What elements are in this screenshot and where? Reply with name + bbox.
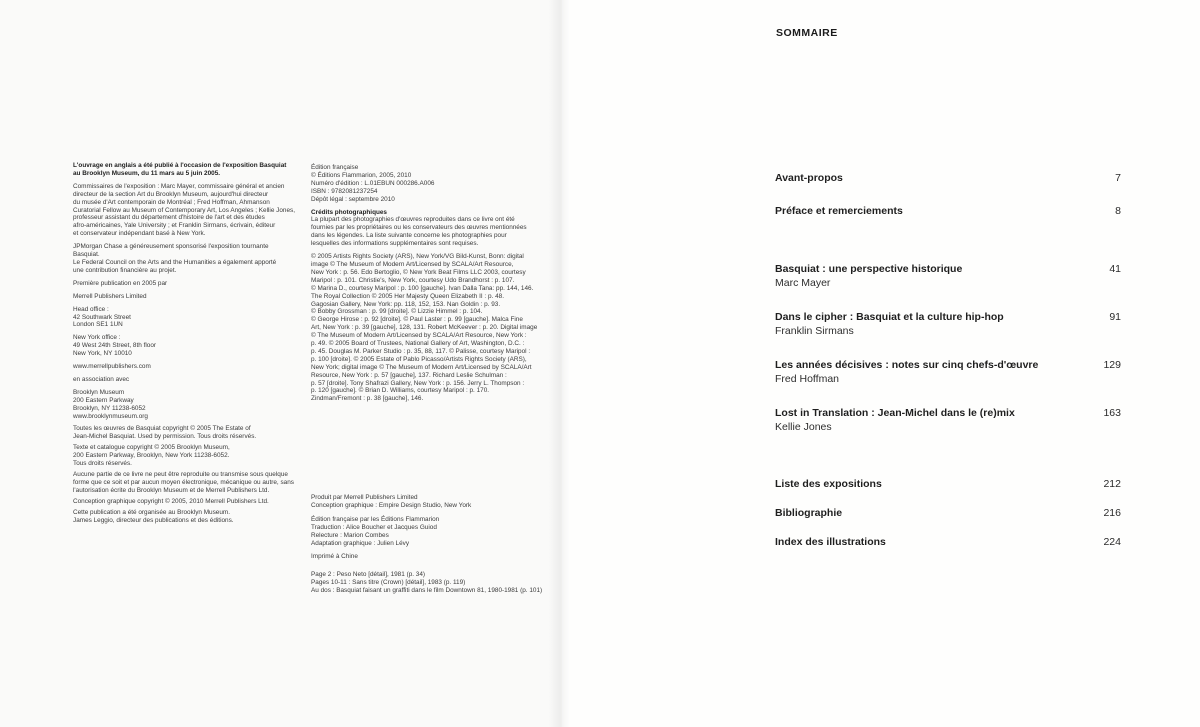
captions-block bbox=[311, 571, 549, 595]
toc-entry-author: Kellie Jones bbox=[775, 421, 832, 433]
curators-line: professeur assistant du département d'histoire de l'art et des études bbox=[73, 214, 265, 222]
toc-entry-title: Préface et remerciements bbox=[775, 205, 903, 217]
produced-block bbox=[311, 494, 549, 510]
french-edition-line: Traduction : Alice Boucher et Jacques Guiod bbox=[311, 523, 437, 531]
rights-line: Tous droits réservés. bbox=[73, 460, 132, 468]
sponsor-block bbox=[73, 243, 295, 275]
rights-line: 200 Eastern Parkway, Brooklyn, New York 11238-6052. bbox=[73, 452, 230, 460]
toc-entry[interactable] bbox=[775, 536, 1121, 549]
rights-line: Texte et catalogue copyright © 2005 Brooklyn Museum, bbox=[73, 444, 230, 452]
publisher-website: www.merrellpublishers.com bbox=[73, 363, 151, 371]
toc-entry[interactable] bbox=[775, 311, 1121, 338]
first-publication: Première publication en 2005 par bbox=[73, 279, 168, 287]
toc-entry[interactable] bbox=[775, 172, 1121, 185]
toc-entry-page: 163 bbox=[1103, 407, 1121, 419]
toc-entry-title: Basquiat : une perspective historique bbox=[775, 263, 963, 275]
printed-in: Imprimé à Chine bbox=[311, 553, 358, 561]
credits-block bbox=[311, 209, 549, 249]
credit-line: Resource, New York : p. 57 [gauche], 137. Richard Leslie Schulman : bbox=[311, 371, 507, 379]
credits-intro-line: fournies par les propriétaires ou les conservateurs des œuvres mentionnées bbox=[311, 224, 527, 232]
curators-block bbox=[73, 183, 295, 238]
toc-entry-page: 91 bbox=[1109, 311, 1121, 323]
toc-entry-page: 8 bbox=[1115, 205, 1121, 217]
association-text: en association avec bbox=[73, 375, 130, 383]
edition-line: Dépôt légal : septembre 2010 bbox=[311, 195, 395, 203]
toc-entry[interactable] bbox=[775, 359, 1121, 386]
colophon-column-2 bbox=[311, 164, 549, 408]
credit-line: New York; digital image © The Museum of Modern Art/Licensed by SCALA/Art bbox=[311, 363, 532, 371]
curators-line: afro-américaines, Yale University ; et Franklin Sirmans, écrivain, éditeur bbox=[73, 222, 276, 230]
french-edition-line: Relecture : Marion Combes bbox=[311, 531, 389, 539]
rights-line: forme que ce soit et par aucun moyen électronique, mécanique ou autre, sans bbox=[73, 478, 294, 486]
org-line: James Leggio, directeur des publications et des éditions. bbox=[73, 516, 234, 524]
caption-line: Page 2 : Peso Neto [détail], 1981 (p. 34) bbox=[311, 571, 426, 579]
intro-line: L'ouvrage en anglais a été publié à l'occasion de l'exposition Basquiat bbox=[73, 162, 287, 169]
credit-line: p. 49. © 2005 Board of Trustees, National Gallery of Art, Washington, D.C. : bbox=[311, 340, 525, 348]
produced-line: Produit par Merrell Publishers Limited bbox=[311, 494, 418, 501]
rights-line: Jean-Michel Basquiat. Used by permission. Tous droits réservés. bbox=[73, 433, 257, 441]
sponsor-line: une contribution financière au projet. bbox=[73, 266, 177, 274]
toc-entry-page: 212 bbox=[1103, 478, 1121, 490]
toc-entry-page: 224 bbox=[1103, 536, 1121, 548]
credit-line: p. 120 [gauche]. © Brian D. Williams, courtesy Maripol : p. 170. bbox=[311, 387, 490, 395]
toc-entry-page: 129 bbox=[1103, 359, 1121, 371]
credit-line: image © The Museum of Modern Art/Licensed by SCALA/Art Resource, bbox=[311, 260, 514, 268]
address-line: 42 Southwark Street bbox=[73, 313, 131, 321]
credit-line: Zindman/Fremont : p. 38 [gauche], 146. bbox=[311, 395, 424, 403]
toc-entry-title: Index des illustrations bbox=[775, 536, 886, 548]
colophon-column-1 bbox=[73, 162, 295, 529]
credit-line: p. 100 [droite]. © 2005 Estate of Pablo Picasso/Artists Rights Society (ARS), bbox=[311, 355, 527, 363]
curators-line: et conservateur indépendant basé à New York. bbox=[73, 230, 206, 238]
edition-line: ISBN : 9782081237254 bbox=[311, 187, 378, 195]
toc-entry-author: Fred Hoffman bbox=[775, 373, 839, 385]
caption-line: Pages 10-11 : Sans titre (Crown) [détail], 1983 (p. 119) bbox=[311, 579, 466, 587]
book-gutter bbox=[548, 0, 570, 727]
organization-block bbox=[73, 509, 295, 525]
credit-line: The Royal Collection © 2005 Her Majesty Queen Elizabeth II : p. 48. bbox=[311, 292, 504, 300]
publisher-name: Merrell Publishers Limited bbox=[73, 292, 147, 300]
toc-entry-page: 7 bbox=[1115, 172, 1121, 184]
address-line: London SE1 1UN bbox=[73, 321, 123, 329]
produced-line: Conception graphique : Empire Design Studio, New York bbox=[311, 501, 472, 509]
museum-line: Brooklyn Museum bbox=[73, 388, 125, 396]
toc-heading: SOMMAIRE bbox=[776, 27, 838, 39]
rights-line: l'autorisation écrite du Brooklyn Museum et de Merrell Publishers Ltd. bbox=[73, 486, 270, 494]
credit-line: Maripol : p. 101. Christie's, New York, courtesy Udo Brandhorst : p. 107. bbox=[311, 276, 515, 284]
credit-line: © Marina D., courtesy Maripol : p. 100 [gauche]. Ivan Dalla Tana: pp. 144, 146. bbox=[311, 284, 534, 292]
museum-line: Brooklyn, NY 11238-6052 bbox=[73, 404, 146, 412]
ny-office-block bbox=[73, 334, 295, 358]
rights-block-3 bbox=[73, 471, 295, 495]
toc-entry-title: Bibliographie bbox=[775, 507, 843, 519]
credit-line: Art, New York : p. 39 [gauche], 128, 131. Robert McKeever : p. 20. Digital image bbox=[311, 324, 538, 332]
edition-line: © Éditions Flammarion, 2005, 2010 bbox=[311, 171, 412, 179]
edition-line: Numéro d'édition : L.01EBUN 000286.A006 bbox=[311, 179, 435, 187]
toc-entry-title: Liste des expositions bbox=[775, 478, 882, 490]
credits-intro-line: lesquelles des informations supplémentaires sont requises. bbox=[311, 240, 479, 248]
intro-line: au Brooklyn Museum, du 11 mars au 5 juin 2005. bbox=[73, 169, 221, 177]
credits-intro-line: La plupart des photographies d'œuvres reproduites dans ce livre ont été bbox=[311, 216, 515, 224]
museum-line: www.brooklynmuseum.org bbox=[73, 412, 148, 420]
rights-line: Aucune partie de ce livre ne peut être reproduite ou transmise sous quelque bbox=[73, 471, 288, 478]
toc-entry[interactable] bbox=[775, 263, 1121, 290]
credit-line: © 2005 Artists Rights Society (ARS), New York/VG Bild-Kunst, Bonn: digital bbox=[311, 253, 524, 261]
toc-entry-page: 216 bbox=[1103, 507, 1121, 519]
toc-entry-title: Lost in Translation : Jean-Michel dans le (re)mix bbox=[775, 407, 1015, 419]
toc-entry-title: Les années décisives : notes sur cinq chefs-d'œuvre bbox=[775, 359, 1039, 371]
credits-intro-line: dans les légendes. La liste suivante concerne les photographies pour bbox=[311, 232, 507, 240]
toc-entry[interactable] bbox=[775, 507, 1121, 520]
toc-entry-author: Marc Mayer bbox=[775, 277, 831, 289]
org-line: Cette publication a été organisée au Brooklyn Museum. bbox=[73, 508, 231, 516]
curators-line: directeur de la section Art du Brooklyn Museum, aujourd'hui directeur bbox=[73, 190, 269, 198]
rights-block-1 bbox=[73, 425, 295, 441]
credit-line: © Bobby Grossman : p. 99 [droite]. © Lizzie Himmel : p. 104. bbox=[311, 308, 483, 316]
sponsor-line: Le Federal Council on the Arts and the Humanities a également apporté bbox=[73, 258, 277, 266]
credit-line: New York : p. 56. Edo Bertoglio, © New York Beat Films LLC 2003, courtesy bbox=[311, 268, 526, 276]
credit-line: Gagosian Gallery, New York: pp. 118, 152, 153. Nan Goldin : p. 93. bbox=[311, 300, 501, 308]
address-line: Head office : bbox=[73, 305, 109, 313]
toc-entry-author: Franklin Sirmans bbox=[775, 325, 854, 337]
toc-entry-title: Dans le cipher : Basquiat et la culture hip-hop bbox=[775, 311, 1004, 323]
credit-line: p. 45. Douglas M. Parker Studio : p. 35, 88, 117. © Palisse, courtesy Maripol : bbox=[311, 347, 531, 355]
credits-list bbox=[311, 253, 549, 403]
museum-block bbox=[73, 389, 295, 421]
sponsor-line: JPMorgan Chase a généreusement sponsorisé l'exposition tournante Basquiat. bbox=[73, 243, 269, 259]
curators-line: Curatorial Fellow au Museum of Contemporary Art, Los Angeles ; Kellie Jones, bbox=[73, 206, 296, 214]
curators-line: du musée d'Art contemporain de Montréal ; Fred Hoffman, Ahmanson bbox=[73, 198, 270, 206]
address-line: 49 West 24th Street, 8th floor bbox=[73, 342, 157, 350]
edition-block bbox=[311, 164, 549, 204]
credit-line: p. 57 [droite]. Tony Shafrazi Gallery, New York : p. 156. Jerry L. Thompson : bbox=[311, 379, 525, 387]
caption-line: Au dos : Basquiat faisant un graffiti dans le film Downtown 81, 1980-1981 (p. 101) bbox=[311, 587, 543, 595]
curators-line: Commissaires de l'exposition : Marc Mayer, commissaire général et ancien bbox=[73, 182, 285, 190]
intro-block bbox=[73, 162, 295, 178]
rights-block-2 bbox=[73, 444, 295, 468]
toc-entry[interactable] bbox=[775, 205, 1121, 218]
credit-line: © The Museum of Modern Art/Licensed by SCALA/Art Resource, New York : bbox=[311, 332, 527, 340]
toc-entry-page: 41 bbox=[1109, 263, 1121, 275]
french-edition-line: Édition française par les Éditions Flammarion bbox=[311, 515, 440, 523]
address-line: New York office : bbox=[73, 334, 121, 342]
edition-line: Édition française bbox=[311, 164, 359, 171]
production-column bbox=[311, 494, 549, 600]
design-copyright: Conception graphique copyright © 2005, 2010 Merrell Publishers Ltd. bbox=[73, 497, 269, 505]
rights-line: Toutes les œuvres de Basquiat copyright © 2005 The Estate of bbox=[73, 425, 251, 433]
toc-entry-title: Avant-propos bbox=[775, 172, 843, 184]
museum-line: 200 Eastern Parkway bbox=[73, 396, 134, 404]
french-edition-line: Adaptation graphique : Julien Lévy bbox=[311, 539, 410, 547]
toc-entry[interactable] bbox=[775, 407, 1121, 434]
address-line: New York, NY 10010 bbox=[73, 350, 132, 358]
french-edition-block bbox=[311, 516, 549, 548]
credits-heading: Crédits photographiques bbox=[311, 208, 387, 216]
toc-entry[interactable] bbox=[775, 478, 1121, 491]
head-office-block bbox=[73, 306, 295, 330]
credit-line: © George Hirose : p. 92 [droite]. © Paul Laster : p. 99 [gauche]. Malca Fine bbox=[311, 316, 523, 324]
